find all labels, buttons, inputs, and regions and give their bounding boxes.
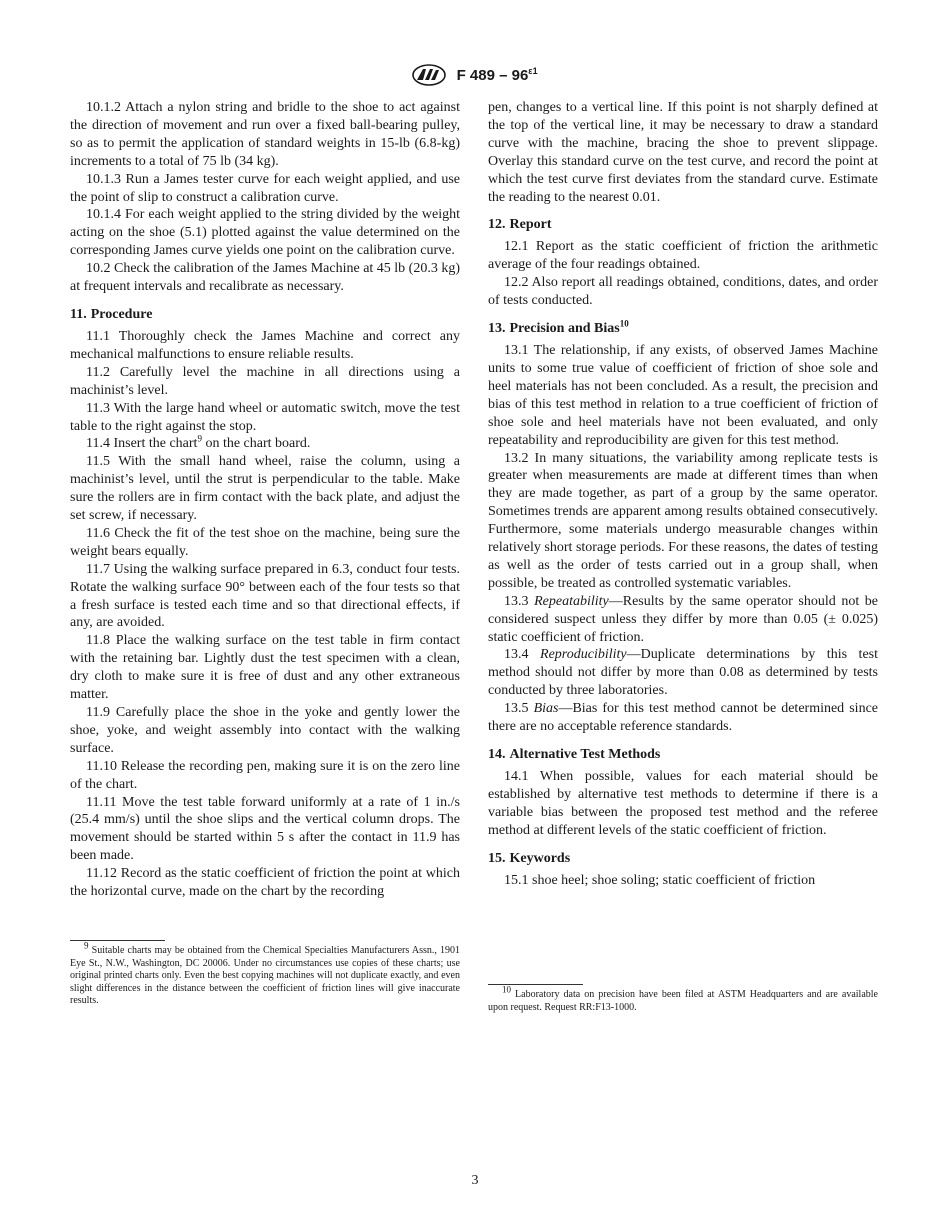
paragraph-10-2: 10.2 Check the calibration of the James Machine at 45 lb (20.3 kg) at frequent intervals and recalibrate as necessary.	[70, 261, 461, 295]
paragraph-10-1-4: 10.1.4 For each weight applied to the string divided by the weight acting on the shoe (5.1) plotted against the value determined on the corresponding James curve yields one point on the calibration curve.	[70, 207, 460, 259]
left-column	[70, 99, 460, 901]
paragraph-11-12: 11.12 Record as the static coefficient of friction the point at which the horizontal curve, made on the chart by the recording	[70, 866, 460, 900]
footnote-ref-9: 9	[197, 433, 202, 444]
paragraph-15-1: 15.1 shoe heel; shoe soling; static coefficient of friction	[504, 872, 816, 888]
paragraph-13-5: 13.5 Bias—Bias for this test method cannot be determined since there are no acceptable reference standards.	[488, 701, 879, 735]
footnote-10-block	[488, 984, 878, 1014]
paragraph-13-4: 13.4 Reproducibility—Duplicate determinations by this test method should not differ by more than 0.08 as determined by tests conducted by three laboratories.	[488, 647, 878, 699]
paragraph-13-3: 13.3 Repeatability—Results by the same operator should not be considered suspect unless they differ by more than 0.05 (± 0.025) static coefficient of friction.	[488, 593, 879, 645]
paragraph-11-3: 11.3 With the large hand wheel or automatic switch, move the test table to the right against the stop.	[70, 400, 460, 434]
section-heading-precision-bias: 13. Precision and Bias$^{10}$	[488, 318, 629, 337]
paragraph-11-2: 11.2 Carefully level the machine in all directions using a machinist’s level.	[70, 364, 460, 398]
footnote-10: $^{10}$ Laboratory data on precision have been filed at ASTM Headquarters and are available upon request. Request RR:F13-1000.	[488, 984, 878, 1013]
paragraph-11-7: 11.7 Using the walking surface prepared in 6.3, conduct four tests. Rotate the walking surface 90° between each of the four tests so that a fresh surface is tested each time and so that directional effects, if any, are avoided.	[70, 561, 460, 631]
paragraph-11-9: 11.9 Carefully place the shoe in the yoke and gently lower the shoe, yoke, and weight assembly into contact with the walking surface.	[70, 705, 460, 756]
paragraph-11-1: 11.1 Thoroughly check the James Machine and correct any mechanical malfunctions to ensure reliable results.	[70, 328, 460, 362]
footnote-ref-10: 10	[619, 318, 629, 329]
section-heading-keywords: 15. Keywords	[488, 850, 571, 866]
paragraph-11-5: 11.5 With the small hand wheel, raise the column, using a machinist’s level, until the strut is perpendicular to the table. Make sure the rollers are in firm contact with the back plate, and adjust the set screw, if necessary.	[70, 454, 460, 524]
page-header	[0, 64, 950, 86]
standard-designation: F $489 - 96^{\varepsilon 1}$	[456, 65, 538, 84]
paragraph-10-1-2: 10.1.2 Attach a nylon string and bridle to the shoe to act against the direction of movement and run over a fixed ball-bearing pulley, so as to permit the application of standard weights in 15-lb (6.8-kg) increments to a total of 75 lb (34 kg).	[70, 100, 460, 169]
right-column	[488, 99, 878, 890]
section-heading-alternative-methods: 14. Alternative Test Methods	[488, 747, 661, 762]
paragraph-13-1: 13.1 The relationship, if any exists, of observed James Machine units to some true value of coefficient of friction of shoe sole and heel materials has not been concluded. As a result, the precision and bias of this test method in relation to a true coefficient of friction of shoe sole and heel materials have not been evaluated, and only repeatability and reproducibility are given for this test method.	[488, 343, 878, 448]
paragraph-13-2: 13.2 In many situations, the variability among replicate tests is greater when measurements are made at different times than when they are made together, as part of a group by the same operator. Sometimes trends are apparent among results obtained consecutively. Furthermore, some materials undergo measurable changes within relatively short storage periods. For these reasons, the dates of testing as well as the order of tests carried out in a group shall, when possible, be treated as controlled systematic variables.	[488, 450, 878, 591]
astm-logo-icon	[412, 64, 446, 86]
paragraph-11-8: 11.8 Place the walking surface on the test table in firm contact with the retaining bar. Lightly dust the test specimen with a clean, dry cloth to make sure it is free of dust and any other extraneous matter.	[70, 633, 460, 703]
paragraph-12-2: 12.2 Also report all readings obtained, conditions, dates, and order of tests conducted.	[488, 275, 878, 309]
paragraph-10-1-3: 10.1.3 Run a James tester curve for each weight applied, and use the point of slip to construct a calibration curve.	[70, 171, 460, 205]
paragraph-11-11: 11.11 Move the test table forward uniformly at a rate of 1 in./s (25.4 mm/s) until the shoe slips and the vertical column drops. The movement should be started within 5 s after the contact in 11.9 has been made.	[70, 794, 460, 864]
paragraph-11-12-continued: pen, changes to a vertical line. If this point is not sharply defined at the top of the vertical line, it may be necessary to draw a standard curve with the machine, bracing the shoe to prevent slippage. Overlay this standard curve on the test curve, and record the point at which the test curve first deviates from the standard curve. Estimate the reading to the nearest 0.01.	[488, 100, 878, 205]
paragraph-11-10: 11.10 Release the recording pen, making sure it is on the zero line of the chart.	[70, 758, 460, 792]
paragraph-11-6: 11.6 Check the fit of the test shoe on the machine, being sure the weight bears equally.	[70, 525, 460, 559]
section-heading-procedure: 11. Procedure	[70, 306, 153, 322]
page-number: 3	[471, 1173, 479, 1188]
footnote-9-block	[70, 940, 460, 1008]
footnote-9: $^9$ Suitable charts may be obtained from the Chemical Specialties Manufacturers Assn., 1901 Eye St., N.W., Washington, DC 20006. Under no circumstances use copies of these charts; use original printed charts only. Even the best copying machines will not duplicate exactly, and even slight differences in the distance between the coefficient of friction lines will give inaccurate results.	[70, 940, 460, 1007]
paragraph-14-1: 14.1 When possible, values for each material should be established by alternative test methods to determine if there is a variable bias between the proposed test method and the referee method at different levels of the static coefficient of friction.	[488, 769, 878, 838]
section-heading-report: 12. Report	[488, 217, 552, 233]
paragraph-12-1: 12.1 Report as the static coefficient of friction the arithmetic average of the four readings obtained.	[488, 239, 878, 273]
paragraph-11-4: 11.4 Insert the chart$^9$ on the chart board.	[86, 433, 311, 452]
